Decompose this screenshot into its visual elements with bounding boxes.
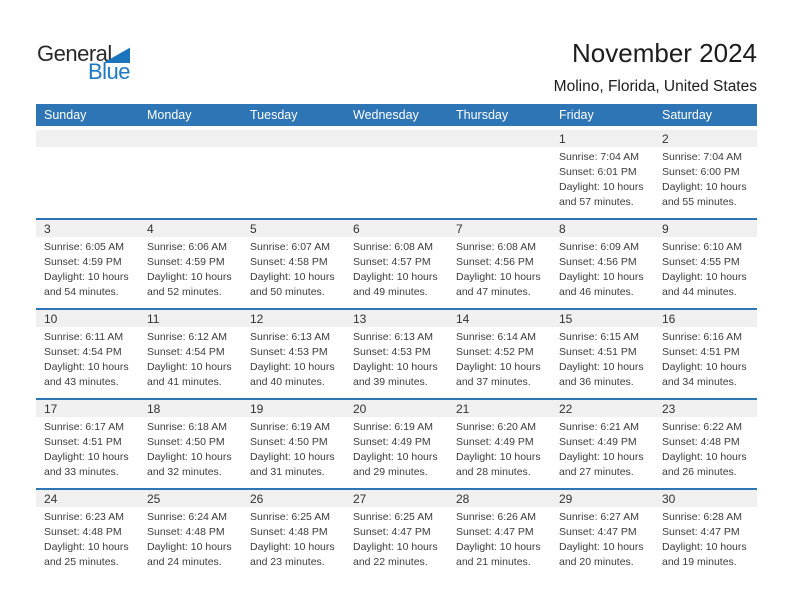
day-details [448,327,551,390]
day-details [139,507,242,570]
day-details [36,417,139,480]
day-details [551,237,654,300]
sunset-text: Sunset: 4:51 PM [662,346,740,358]
sunset-text: Sunset: 4:47 PM [353,526,431,538]
day-number: 30 [662,491,676,506]
day-details [448,507,551,570]
daylight-text: Daylight: 10 hours and 49 minutes. [353,271,438,298]
calendar-day-cell [139,490,242,578]
day-details [551,147,654,210]
day-number-band [654,490,757,507]
sunset-text: Sunset: 4:50 PM [250,436,328,448]
day-details [551,327,654,390]
day-number: 20 [353,401,367,416]
sunset-text: Sunset: 4:50 PM [147,436,225,448]
sunrise-text: Sunrise: 6:15 AM [559,331,639,343]
day-number-band [36,400,139,417]
day-number: 26 [250,491,264,506]
sunset-text: Sunset: 6:00 PM [662,166,740,178]
day-number: 15 [559,311,573,326]
day-number-band [654,130,757,147]
day-details [551,417,654,480]
calendar-day-cell [448,490,551,578]
day-number-band [242,130,345,147]
sunrise-text: Sunrise: 6:07 AM [250,241,330,253]
sunrise-text: Sunrise: 6:16 AM [662,331,742,343]
day-number-band [345,400,448,417]
calendar-grid [36,130,757,578]
sunset-text: Sunset: 4:52 PM [456,346,534,358]
calendar-empty-cell [242,130,345,218]
day-number: 28 [456,491,470,506]
daylight-text: Daylight: 10 hours and 55 minutes. [662,181,747,208]
day-details [345,417,448,480]
sunset-text: Sunset: 4:51 PM [44,436,122,448]
day-details [551,507,654,570]
calendar-day-cell [345,400,448,488]
day-details [654,507,757,570]
sunrise-text: Sunrise: 6:25 AM [250,511,330,523]
day-details [345,327,448,390]
day-number-band [551,400,654,417]
day-number: 27 [353,491,367,506]
calendar-day-cell [36,490,139,578]
weekday-label-monday: Monday [147,108,192,122]
day-number: 3 [44,221,51,236]
day-number: 9 [662,221,669,236]
sunrise-text: Sunrise: 6:11 AM [44,331,124,343]
calendar-day-cell [654,400,757,488]
calendar-day-cell [139,310,242,398]
day-number-band [36,220,139,237]
sunrise-text: Sunrise: 6:18 AM [147,421,227,433]
day-number-band [36,310,139,327]
day-number-band [345,130,448,147]
day-number-band [448,310,551,327]
calendar-day-cell [345,490,448,578]
sunrise-text: Sunrise: 6:28 AM [662,511,742,523]
day-details [654,147,757,210]
week-row [36,218,757,308]
sunset-text: Sunset: 4:54 PM [44,346,122,358]
daylight-text: Daylight: 10 hours and 50 minutes. [250,271,335,298]
day-number-band [345,220,448,237]
day-number-band [551,490,654,507]
day-number: 22 [559,401,573,416]
sunset-text: Sunset: 4:59 PM [44,256,122,268]
sunrise-text: Sunrise: 6:12 AM [147,331,227,343]
day-details [242,507,345,570]
day-number: 16 [662,311,676,326]
day-number-band [448,130,551,147]
day-number: 7 [456,221,463,236]
week-row [36,308,757,398]
sunset-text: Sunset: 4:59 PM [147,256,225,268]
day-details [448,417,551,480]
sunrise-text: Sunrise: 6:27 AM [559,511,639,523]
day-number-band [139,310,242,327]
day-number-band [139,490,242,507]
daylight-text: Daylight: 10 hours and 23 minutes. [250,541,335,568]
calendar-day-cell [654,310,757,398]
calendar-table [36,104,757,578]
sunrise-text: Sunrise: 6:17 AM [44,421,124,433]
day-number: 2 [662,131,669,146]
sunset-text: Sunset: 4:47 PM [662,526,740,538]
calendar-day-cell [139,220,242,308]
day-details [345,237,448,300]
daylight-text: Daylight: 10 hours and 29 minutes. [353,451,438,478]
sunrise-text: Sunrise: 6:25 AM [353,511,433,523]
week-row [36,398,757,488]
calendar-day-cell [242,310,345,398]
page-title: November 2024 [572,38,757,68]
sunrise-text: Sunrise: 6:05 AM [44,241,124,253]
sunset-text: Sunset: 4:56 PM [559,256,637,268]
day-number-band [448,400,551,417]
sunset-text: Sunset: 4:51 PM [559,346,637,358]
sunset-text: Sunset: 4:49 PM [353,436,431,448]
day-number: 17 [44,401,58,416]
day-number-band [36,490,139,507]
daylight-text: Daylight: 10 hours and 32 minutes. [147,451,232,478]
page-subtitle: Molino, Florida, United States [553,78,757,95]
daylight-text: Daylight: 10 hours and 39 minutes. [353,361,438,388]
sunrise-text: Sunrise: 6:08 AM [456,241,536,253]
sunset-text: Sunset: 4:48 PM [147,526,225,538]
calendar-day-cell [36,400,139,488]
day-details [36,507,139,570]
day-number-band [242,490,345,507]
daylight-text: Daylight: 10 hours and 25 minutes. [44,541,129,568]
calendar-day-cell [139,400,242,488]
sunset-text: Sunset: 4:48 PM [44,526,122,538]
day-number-band [242,310,345,327]
day-details [448,237,551,300]
sunset-text: Sunset: 4:47 PM [456,526,534,538]
calendar-empty-cell [36,130,139,218]
sunrise-text: Sunrise: 6:22 AM [662,421,742,433]
day-number-band [345,490,448,507]
calendar-day-cell [448,310,551,398]
sunset-text: Sunset: 4:47 PM [559,526,637,538]
daylight-text: Daylight: 10 hours and 26 minutes. [662,451,747,478]
weekday-label-tuesday: Tuesday [250,108,298,122]
day-number: 21 [456,401,470,416]
sunrise-text: Sunrise: 6:09 AM [559,241,639,253]
weekday-label-thursday: Thursday [456,108,509,122]
day-number: 12 [250,311,264,326]
sunset-text: Sunset: 4:57 PM [353,256,431,268]
day-number-band [139,130,242,147]
day-details [36,237,139,300]
day-number-band [139,220,242,237]
day-number-band [654,310,757,327]
calendar-day-cell [654,130,757,218]
day-number: 25 [147,491,161,506]
sunrise-text: Sunrise: 6:24 AM [147,511,227,523]
daylight-text: Daylight: 10 hours and 52 minutes. [147,271,232,298]
weekday-label-sunday: Sunday [44,108,87,122]
calendar-day-cell [448,400,551,488]
day-details [242,237,345,300]
sunrise-text: Sunrise: 6:14 AM [456,331,536,343]
weekday-label-saturday: Saturday [662,108,713,122]
day-number-band [551,220,654,237]
sunset-text: Sunset: 4:49 PM [456,436,534,448]
daylight-text: Daylight: 10 hours and 46 minutes. [559,271,644,298]
calendar-day-cell [36,310,139,398]
sunset-text: Sunset: 4:53 PM [353,346,431,358]
calendar-day-cell [36,220,139,308]
calendar-day-cell [654,490,757,578]
day-number: 5 [250,221,257,236]
daylight-text: Daylight: 10 hours and 36 minutes. [559,361,644,388]
sunset-text: Sunset: 4:58 PM [250,256,328,268]
day-number-band [448,220,551,237]
sunset-text: Sunset: 4:48 PM [662,436,740,448]
day-details [139,237,242,300]
day-number-band [242,220,345,237]
day-number: 14 [456,311,470,326]
calendar-day-cell [345,310,448,398]
day-details [139,327,242,390]
sunrise-text: Sunrise: 6:13 AM [353,331,433,343]
sunset-text: Sunset: 4:54 PM [147,346,225,358]
day-number: 29 [559,491,573,506]
logo-text-blue: Blue [88,59,131,84]
day-number-band [654,400,757,417]
daylight-text: Daylight: 10 hours and 34 minutes. [662,361,747,388]
day-number: 1 [559,131,566,146]
day-details [654,417,757,480]
sunrise-text: Sunrise: 6:08 AM [353,241,433,253]
sunrise-text: Sunrise: 7:04 AM [559,151,639,163]
day-number: 24 [44,491,58,506]
calendar-day-cell [654,220,757,308]
day-details [345,507,448,570]
daylight-text: Daylight: 10 hours and 27 minutes. [559,451,644,478]
day-details [654,327,757,390]
weekday-label-wednesday: Wednesday [353,108,419,122]
daylight-text: Daylight: 10 hours and 47 minutes. [456,271,541,298]
day-number-band [36,130,139,147]
day-number: 4 [147,221,154,236]
general-blue-logo [37,41,157,85]
calendar-empty-cell [345,130,448,218]
daylight-text: Daylight: 10 hours and 19 minutes. [662,541,747,568]
day-number-band [551,310,654,327]
logo-text-general: General [37,41,112,66]
day-number: 8 [559,221,566,236]
sunrise-text: Sunrise: 6:10 AM [662,241,742,253]
calendar-day-cell [448,220,551,308]
calendar-day-cell [242,490,345,578]
day-number: 13 [353,311,367,326]
daylight-text: Daylight: 10 hours and 24 minutes. [147,541,232,568]
day-number: 6 [353,221,360,236]
sunrise-text: Sunrise: 6:19 AM [250,421,330,433]
daylight-text: Daylight: 10 hours and 22 minutes. [353,541,438,568]
daylight-text: Daylight: 10 hours and 44 minutes. [662,271,747,298]
calendar-day-cell [242,400,345,488]
sunset-text: Sunset: 6:01 PM [559,166,637,178]
calendar-empty-cell [139,130,242,218]
sunset-text: Sunset: 4:56 PM [456,256,534,268]
daylight-text: Daylight: 10 hours and 54 minutes. [44,271,129,298]
calendar-day-cell [242,220,345,308]
sunset-text: Sunset: 4:48 PM [250,526,328,538]
daylight-text: Daylight: 10 hours and 37 minutes. [456,361,541,388]
daylight-text: Daylight: 10 hours and 31 minutes. [250,451,335,478]
daylight-text: Daylight: 10 hours and 57 minutes. [559,181,644,208]
calendar-day-cell [551,490,654,578]
day-number-band [551,130,654,147]
day-number-band [654,220,757,237]
daylight-text: Daylight: 10 hours and 43 minutes. [44,361,129,388]
daylight-text: Daylight: 10 hours and 41 minutes. [147,361,232,388]
sunrise-text: Sunrise: 6:21 AM [559,421,639,433]
day-number-band [448,490,551,507]
sunrise-text: Sunrise: 7:04 AM [662,151,742,163]
daylight-text: Daylight: 10 hours and 33 minutes. [44,451,129,478]
sunrise-text: Sunrise: 6:06 AM [147,241,227,253]
day-number: 18 [147,401,161,416]
day-details [242,327,345,390]
day-details [139,417,242,480]
day-number: 11 [147,311,160,326]
sunrise-text: Sunrise: 6:19 AM [353,421,433,433]
week-row [36,488,757,578]
sunset-text: Sunset: 4:55 PM [662,256,740,268]
daylight-text: Daylight: 10 hours and 20 minutes. [559,541,644,568]
day-number: 19 [250,401,264,416]
daylight-text: Daylight: 10 hours and 28 minutes. [456,451,541,478]
daylight-text: Daylight: 10 hours and 40 minutes. [250,361,335,388]
calendar-day-cell [345,220,448,308]
day-number: 10 [44,311,58,326]
calendar-day-cell [551,130,654,218]
calendar-day-cell [551,310,654,398]
sunrise-text: Sunrise: 6:20 AM [456,421,536,433]
day-number: 23 [662,401,676,416]
day-details [242,417,345,480]
calendar-empty-cell [448,130,551,218]
sunrise-text: Sunrise: 6:13 AM [250,331,330,343]
week-row [36,130,757,218]
day-number-band [139,400,242,417]
weekday-header-row [36,104,757,126]
day-details [654,237,757,300]
sunrise-text: Sunrise: 6:26 AM [456,511,536,523]
daylight-text: Daylight: 10 hours and 21 minutes. [456,541,541,568]
day-number-band [345,310,448,327]
weekday-label-friday: Friday [559,108,594,122]
calendar-day-cell [551,220,654,308]
calendar-day-cell [551,400,654,488]
day-details [36,327,139,390]
sunset-text: Sunset: 4:53 PM [250,346,328,358]
day-number-band [242,400,345,417]
sunrise-text: Sunrise: 6:23 AM [44,511,124,523]
sunset-text: Sunset: 4:49 PM [559,436,637,448]
